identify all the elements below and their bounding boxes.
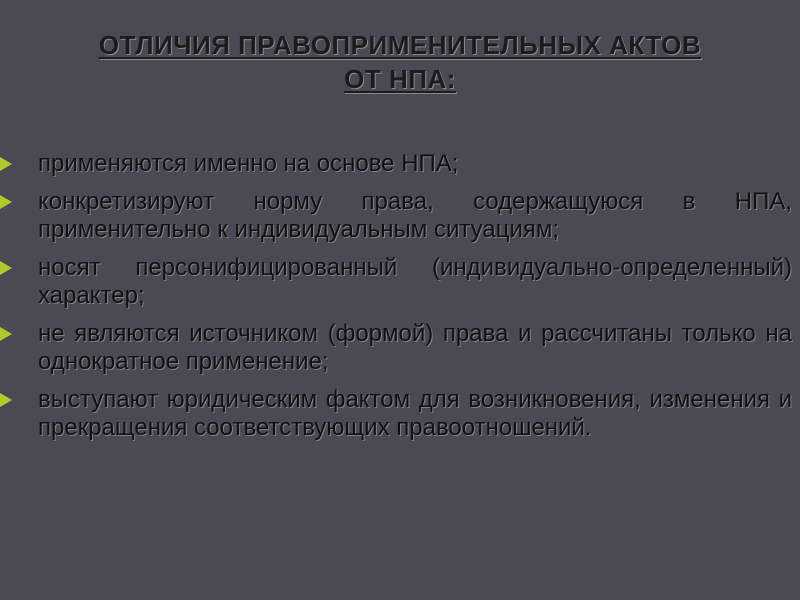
slide-title [0,28,800,96]
bullet-text: применяются именно на основе НПА; [38,150,459,177]
bullet-text: не являются источником (формой) права и рассчитаны только на однократное применение; [38,320,792,375]
bullet-item [0,320,800,376]
slide-title-line-1: ОТЛИЧИЯ ПРАВОПРИМЕНИТЕЛЬНЫХ АКТОВ [98,30,702,60]
bullet-item [0,150,800,178]
bullet-triangle-icon [0,157,12,171]
bullet-triangle-icon [0,327,12,341]
bullet-item [0,386,800,442]
bullet-item [0,188,800,244]
bullet-text: выступают юридическим фактом для возникновения, изменения и прекращения соответствующих правоотношений. [38,386,792,441]
bullet-triangle-icon [0,195,12,209]
bullet-text: конкретизируют норму права, содержащуюся в НПА, применительно к индивидуальным ситуациям; [38,188,792,243]
bullet-item [0,254,800,310]
bullet-text: носят персонифицированный (индивидуально-определенный) характер; [38,254,792,309]
bullet-list [0,150,800,452]
slide-title-line-2: ОТ НПА: [344,64,456,94]
bullet-triangle-icon [0,393,12,407]
bullet-triangle-icon [0,261,12,275]
